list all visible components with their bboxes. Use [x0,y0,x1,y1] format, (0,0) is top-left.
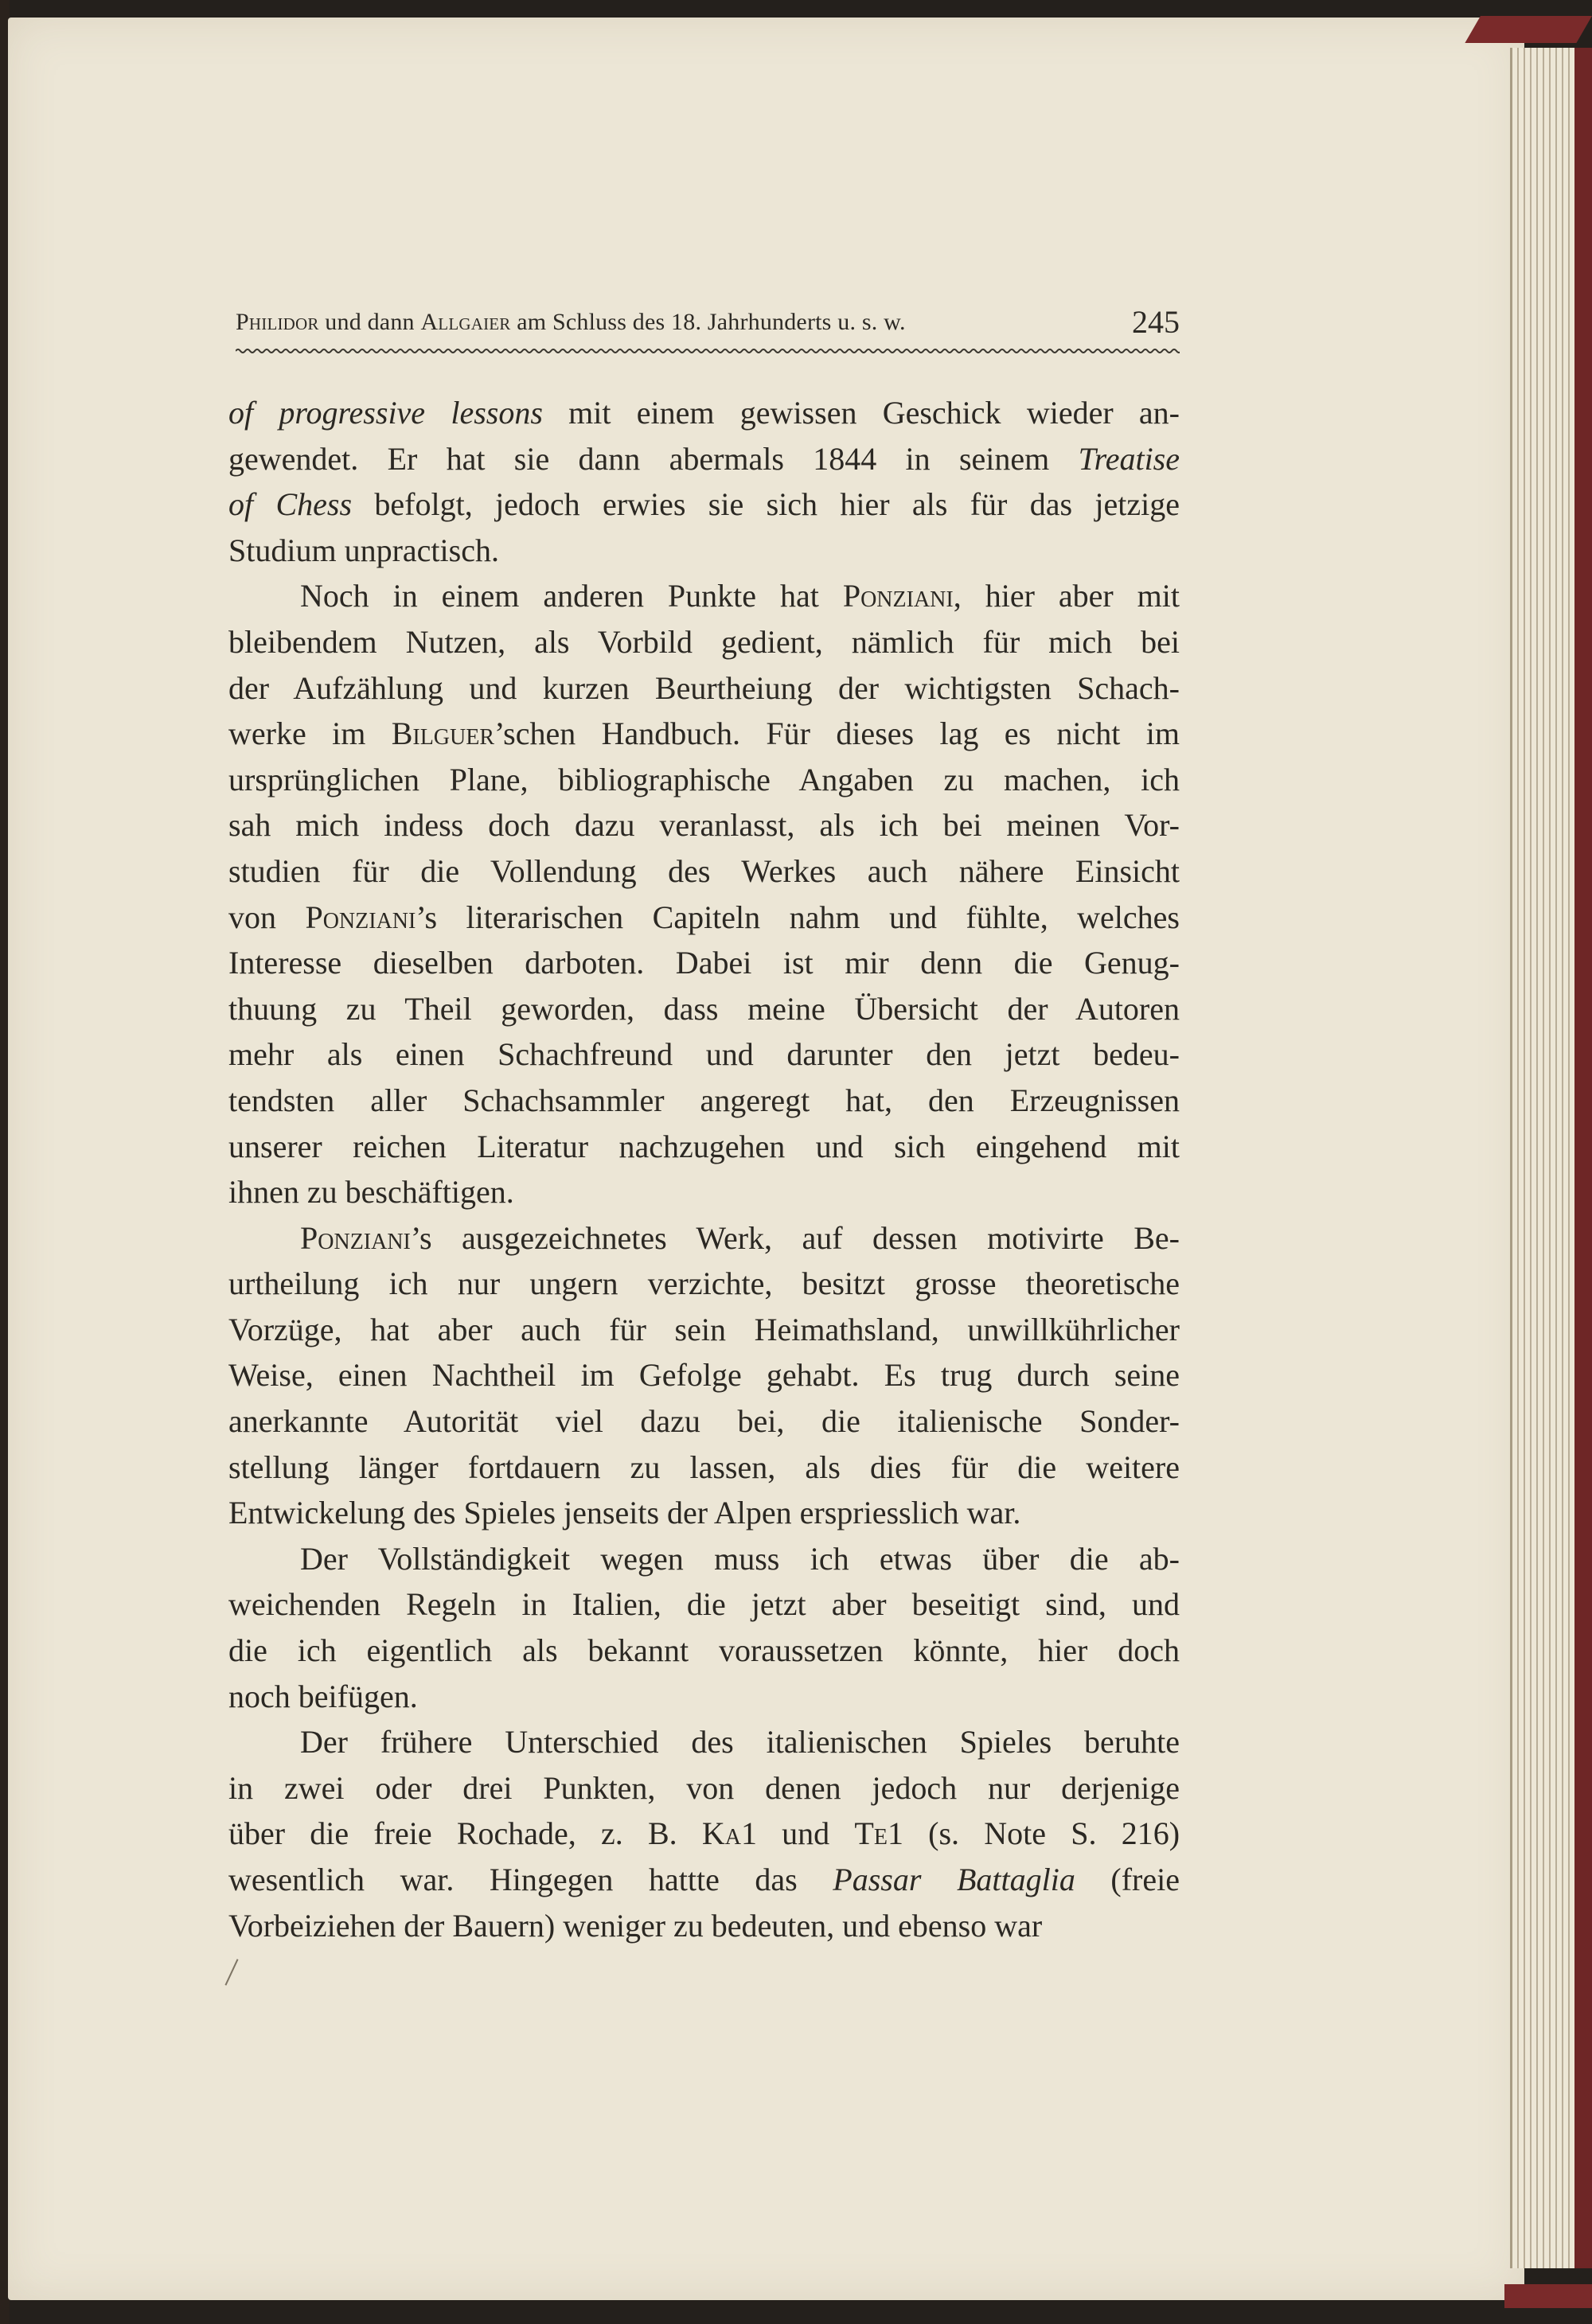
text-run: urtheilung ich nur ungern verzichte, besitzt grosse theoretische [228,1265,1180,1302]
text-line [228,1215,1180,1261]
text-line [228,1445,1180,1491]
text-line [228,940,1180,986]
text-run: Der frühere Unterschied des italienischen Spieles beruhte [300,1724,1180,1761]
text-line [228,1719,1180,1765]
text-line [228,1674,1180,1720]
text-run: anerkannte Autorität viel dazu bei, die italienische Sonder- [228,1403,1180,1440]
text-run: stellung länger fortdauern zu lassen, als dies für die weitere [228,1449,1180,1485]
text-line [228,1811,1180,1857]
text-line [228,1628,1180,1674]
italic-title: Passar Battaglia [833,1862,1075,1897]
text-run: wesentlich war. Hingegen hattte das [228,1862,833,1897]
text-line [228,1352,1180,1398]
text-line [228,1903,1180,1949]
text-run: (s. Note S. 216) [903,1815,1180,1852]
text-line [228,986,1180,1032]
text-line [228,1857,1180,1903]
text-line [228,1490,1180,1536]
italic-title: Treatise [1078,440,1180,477]
text-run: der Aufzählung und kurzen Beurtheiung der wichtigsten Schach- [228,669,1180,706]
name-smallcaps: Ka1 [701,1815,757,1852]
text-line [228,528,1180,574]
wavy-header-rule [236,347,1180,355]
text-run: tendsten aller Schachsammler angeregt hat, den Erzeugnissen [228,1082,1180,1118]
corner-tab-bottom [1504,2284,1592,2308]
text-line [228,848,1180,895]
text-run: noch beifügen. [228,1678,418,1714]
text-line [228,436,1180,482]
name-smallcaps: Bilguer [391,716,495,752]
text-run: gewendet. Er hat sie dann abermals 1844 in seinem [228,440,1079,477]
text-line [228,1261,1180,1307]
running-head-title [236,309,906,336]
text-line [228,895,1180,941]
text-run: sah mich indess doch dazu veranlasst, als ich bei meinen Vor- [228,807,1180,844]
running-head-text-1: und dann [318,309,421,335]
text-line [228,1581,1180,1628]
text-run: ’s ausgezeichnetes Werk, auf dessen motivirte Be- [410,1219,1180,1256]
text-run: mit einem gewissen Geschick wieder an- [542,395,1180,431]
text-run: ’schen Handbuch. Für dieses lag es nicht im [494,716,1180,752]
text-line [228,1031,1180,1078]
running-header [236,294,1180,342]
running-head-name-allgaier: Allgaier [420,309,511,335]
text-run: Vorzüge, hat aber auch für sein Heimathsland, unwillkührlicher [228,1311,1180,1347]
text-line [228,573,1180,619]
text-run: Weise, einen Nachtheil im Gefolge gehabt. Es trug durch seine [228,1357,1180,1394]
text-run: die ich eigentlich als bekannt voraussetzen könnte, hier doch [228,1632,1180,1669]
text-run: mehr als einen Schachfreund und darunter den jetzt bedeu- [228,1036,1180,1073]
text-run: befolgt, jedoch erwies sie sich hier als für das jetzige [352,486,1180,523]
text-line [228,757,1180,803]
text-line [228,665,1180,712]
running-head-text-2: am Schluss des 18. Jahrhunderts u. s. w. [510,309,906,335]
text-line [228,619,1180,665]
text-line [228,390,1180,436]
text-run: und [756,1815,855,1852]
name-smallcaps: Ponziani [842,578,954,614]
text-run: werke im [228,716,392,752]
text-run: weichenden Regeln in Italien, die jetzt aber beseitigt sind, und [228,1586,1180,1623]
text-run: Der Vollständigkeit wegen muss ich etwas über die ab- [300,1540,1180,1577]
text-line [228,1124,1180,1170]
text-line [228,1536,1180,1582]
text-run: (freie [1075,1862,1180,1897]
text-run: ursprünglichen Plane, bibliographische Angaben zu machen, ich [228,761,1180,797]
text-line [228,711,1180,757]
text-line [228,1765,1180,1811]
text-line [228,802,1180,848]
corner-tab-top [1465,16,1592,43]
italic-title: of Chess [228,486,353,523]
name-smallcaps: Ponziani [305,899,416,935]
running-head-name-philidor: Philidor [236,309,319,335]
text-line [228,482,1180,528]
page-edges [1510,48,1576,2268]
text-run: Entwickelung des Spieles jenseits der Alpen erspriesslich war. [228,1495,1021,1531]
text-run: ihnen zu beschäftigen. [228,1174,514,1211]
text-line [228,1398,1180,1445]
body-text [228,390,1180,1948]
text-run: bleibendem Nutzen, als Vorbild gedient, nämlich für mich bei [228,623,1180,660]
text-run: unserer reichen Literatur nachzugehen und sich eingehend mit [228,1128,1180,1164]
text-line [228,1307,1180,1353]
text-line [228,1169,1180,1215]
text-run: über die freie Rochade, z. B. [228,1815,702,1852]
text-run: studien für die Vollendung des Werkes auch nähere Einsicht [228,852,1180,889]
text-run: thuung zu Theil geworden, dass meine Übersicht der Autoren [228,990,1180,1027]
text-run: Vorbeiziehen der Bauern) weniger zu bedeuten, und ebenso war [228,1907,1043,1944]
page-number: 245 [1132,304,1180,340]
text-run: von [228,899,306,935]
binding-edge-strip [1574,48,1592,2268]
name-smallcaps: Te1 [854,1815,903,1852]
italic-title: of progressive lessons [228,395,543,431]
text-run: Noch in einem anderen Punkte hat [300,578,843,614]
text-run: , hier aber mit [953,578,1180,614]
text-line [228,1078,1180,1124]
text-run: Studium unpractisch. [228,532,499,568]
name-smallcaps: Ponziani [300,1219,411,1256]
text-run: Interesse dieselben darboten. Dabei ist mir denn die Genug- [228,945,1180,981]
text-run: ’s literarischen Capiteln nahm und fühlte, welches [416,899,1180,935]
text-run: in zwei oder drei Punkten, von denen jedoch nur derjenige [228,1769,1180,1806]
